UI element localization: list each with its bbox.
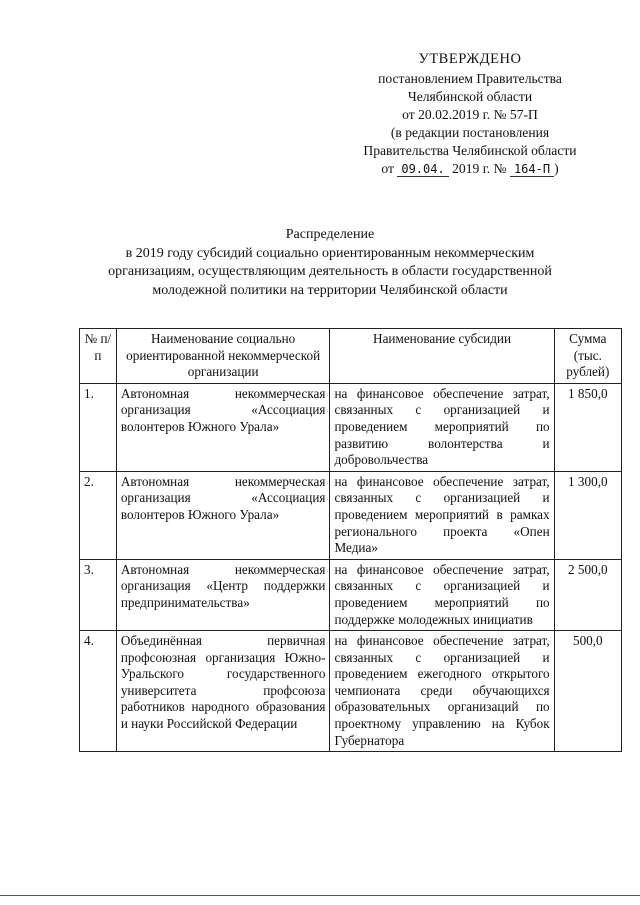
approval-date-line — [340, 160, 600, 178]
row-sum: 1 850,0 — [554, 383, 621, 471]
row-num: 4. — [80, 631, 117, 752]
row-subsidy: на финансовое обеспечение затрат, связанных с организацией и проведением мероприятий по поддержке молодежных инициатив — [330, 559, 554, 630]
table-header-row — [80, 329, 622, 384]
filled-date: 09.04. — [397, 162, 448, 177]
document-title — [80, 226, 580, 300]
row-subsidy: на финансовое обеспечение затрат, связанных с организацией и проведением мероприятий в рамках регионального проекта «Опен Медиа» — [330, 471, 554, 559]
row-sum: 1 300,0 — [554, 471, 621, 559]
header-num: № п/п — [80, 329, 117, 384]
table-row — [80, 631, 622, 752]
row-num: 2. — [80, 471, 117, 559]
approval-line: постановлением Правительства — [378, 71, 562, 86]
title-line: Распределение — [285, 227, 375, 242]
row-subsidy: на финансовое обеспечение затрат, связанных с организацией и проведением мероприятий по развитию волонтерства и добровольчества — [330, 383, 554, 471]
approval-line: (в редакции постановления — [390, 125, 550, 140]
approval-heading: УТВЕРЖДЕНО — [418, 51, 522, 67]
row-org: Объединённая первичная профсоюзная организация Южно-Уральского государственного университета профсоюза работников народного образования и науки Российской Федерации — [116, 631, 330, 752]
header-sum: Сумма (тыс. рублей) — [554, 329, 621, 384]
approval-line: Правительства Челябинской области — [363, 143, 577, 158]
date-suffix: ) — [554, 161, 559, 176]
filled-number: 164-П — [510, 162, 554, 177]
row-num: 1. — [80, 383, 117, 471]
row-org: Автономная некоммерческая организация «Ассоциация волонтеров Южного Урала» — [116, 383, 330, 471]
table-row — [80, 471, 622, 559]
title-line: молодежной политики на территории Челябинской области — [152, 282, 508, 298]
page-bottom-divider — [0, 895, 640, 896]
row-subsidy: на финансовое обеспечение затрат, связанных с организацией и проведением ежегодного открытого чемпионата среди обучающихся образовательных организаций по проектному управлению на Кубок Губернатора — [330, 631, 554, 752]
row-org: Автономная некоммерческая организация «Ассоциация волонтеров Южного Урала» — [116, 471, 330, 559]
row-sum: 2 500,0 — [554, 559, 621, 630]
header-org: Наименование социально ориентированной некоммерческой организации — [116, 329, 330, 384]
row-org: Автономная некоммерческая организация «Центр поддержки предпринимательства» — [116, 559, 330, 630]
title-line: в 2019 году субсидий социально ориентированным некоммерческим — [125, 245, 535, 261]
date-prefix: от — [381, 161, 394, 176]
approval-stamp — [340, 50, 600, 178]
date-middle: 2019 г. № — [452, 161, 507, 176]
table-row — [80, 383, 622, 471]
header-subsidy: Наименование субсидии — [330, 329, 554, 384]
row-sum: 500,0 — [554, 631, 621, 752]
row-num: 3. — [80, 559, 117, 630]
approval-line: от 20.02.2019 г. № 57-П — [402, 107, 538, 122]
table-row — [80, 559, 622, 630]
approval-line: Челябинской области — [407, 89, 533, 104]
subsidy-table — [79, 328, 622, 752]
title-line: организациям, осуществляющим деятельность в области государственной — [108, 264, 552, 279]
